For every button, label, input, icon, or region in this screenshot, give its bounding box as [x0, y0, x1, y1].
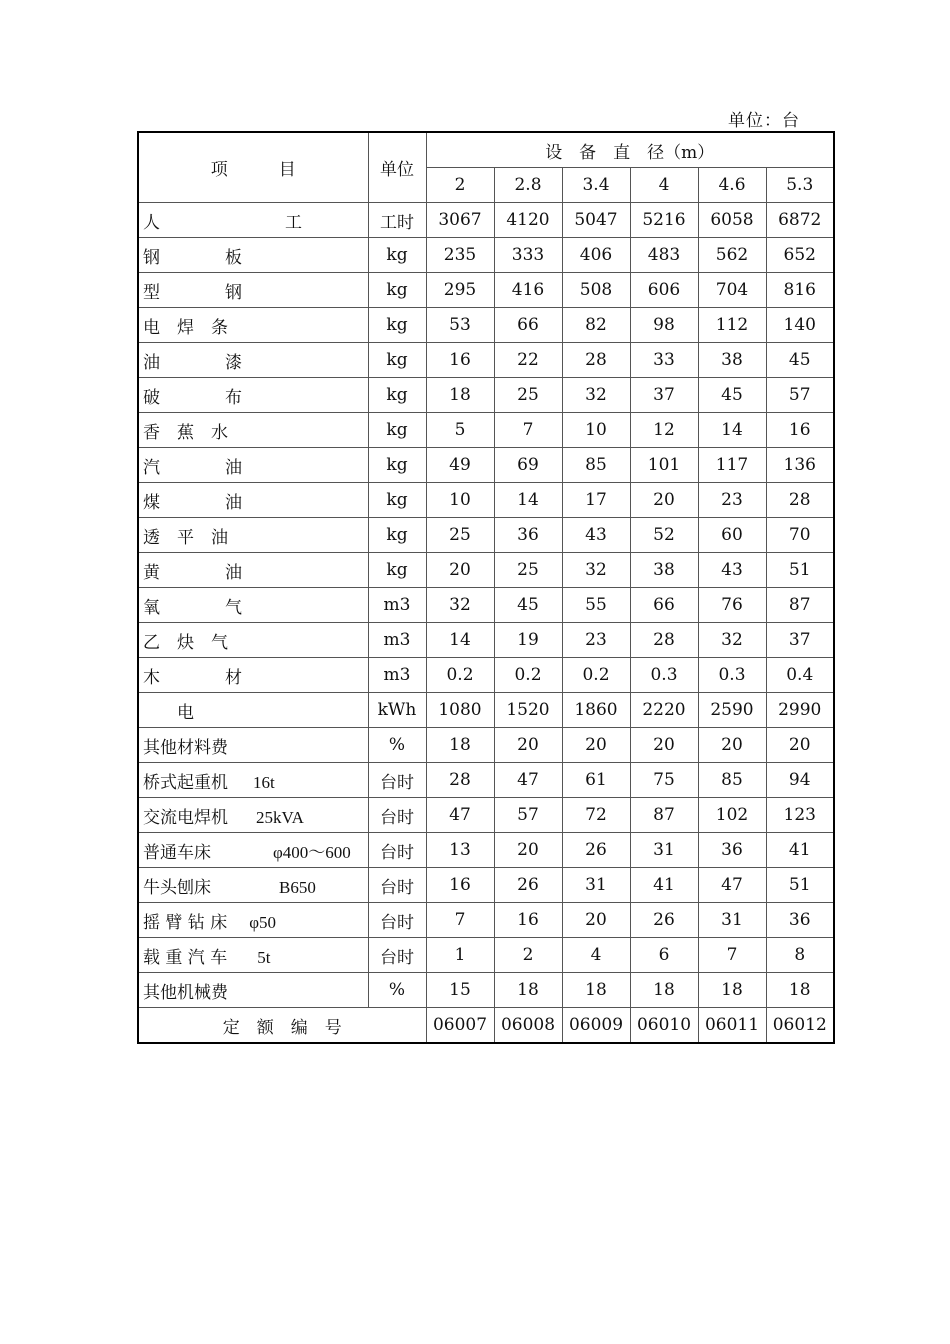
- value-cell: 76: [698, 588, 766, 623]
- value-cell: 28: [766, 483, 834, 518]
- value-cell: 123: [766, 798, 834, 833]
- item-cell: [138, 798, 368, 833]
- value-cell: 102: [698, 798, 766, 833]
- value-cell: 0.2: [494, 658, 562, 693]
- unit-cell: %: [368, 728, 426, 763]
- value-cell: 45: [494, 588, 562, 623]
- value-cell: 37: [630, 378, 698, 413]
- value-cell: 26: [494, 868, 562, 903]
- unit-cell: kg: [368, 238, 426, 273]
- unit-note: 单位：台: [728, 111, 800, 131]
- item-name-second: 布: [225, 387, 242, 408]
- value-cell: 18: [426, 378, 494, 413]
- value-cell: 7: [698, 938, 766, 973]
- value-cell: 53: [426, 308, 494, 343]
- table-row: [138, 588, 834, 623]
- value-cell: 32: [562, 378, 630, 413]
- item-name-second: 气: [225, 597, 242, 618]
- item-cell: [138, 413, 368, 448]
- item-name: 桥式起重机: [143, 772, 228, 793]
- item-cell: [138, 693, 368, 728]
- code-cell: 06011: [698, 1008, 766, 1044]
- value-cell: 31: [562, 868, 630, 903]
- value-cell: 7: [494, 413, 562, 448]
- value-cell: 5047: [562, 203, 630, 238]
- value-cell: 18: [698, 973, 766, 1008]
- table-row: [138, 903, 834, 938]
- unit-cell: 台时: [368, 938, 426, 973]
- value-cell: 704: [698, 273, 766, 308]
- code-cell: 06009: [562, 1008, 630, 1044]
- value-cell: 14: [494, 483, 562, 518]
- item-cell: [138, 658, 368, 693]
- unit-cell: 台时: [368, 868, 426, 903]
- value-cell: 69: [494, 448, 562, 483]
- value-cell: 94: [766, 763, 834, 798]
- item-name: 电: [143, 702, 194, 723]
- item-name-second: 油: [225, 492, 242, 513]
- value-cell: 32: [562, 553, 630, 588]
- unit-cell: kg: [368, 553, 426, 588]
- table-row: [138, 553, 834, 588]
- item-name-second: 油: [225, 457, 242, 478]
- table-row: [138, 938, 834, 973]
- table-row: [138, 413, 834, 448]
- value-cell: 6058: [698, 203, 766, 238]
- table-row: [138, 238, 834, 273]
- item-name: 电 焊 条: [143, 317, 228, 338]
- item-cell: [138, 448, 368, 483]
- value-cell: 23: [562, 623, 630, 658]
- item-cell: [138, 833, 368, 868]
- item-name-second: 板: [225, 247, 242, 268]
- value-cell: 85: [562, 448, 630, 483]
- value-cell: 47: [494, 763, 562, 798]
- value-cell: 33: [630, 343, 698, 378]
- unit-cell: kg: [368, 483, 426, 518]
- value-cell: 2990: [766, 693, 834, 728]
- value-cell: 12: [630, 413, 698, 448]
- diameter-cell: 2.8: [494, 168, 562, 203]
- unit-cell: 台时: [368, 798, 426, 833]
- value-cell: 20: [630, 483, 698, 518]
- item-name: 乙 炔 气: [143, 632, 228, 653]
- footer-label: 定 额 编 号: [138, 1008, 426, 1044]
- table-row: [138, 378, 834, 413]
- value-cell: 333: [494, 238, 562, 273]
- quota-table: [137, 131, 835, 1044]
- item-name: 汽: [143, 457, 160, 478]
- value-cell: 85: [698, 763, 766, 798]
- value-cell: 508: [562, 273, 630, 308]
- value-cell: 16: [766, 413, 834, 448]
- value-cell: 31: [698, 903, 766, 938]
- item-cell: [138, 588, 368, 623]
- code-cell: 06010: [630, 1008, 698, 1044]
- value-cell: 72: [562, 798, 630, 833]
- value-cell: 0.3: [698, 658, 766, 693]
- table-row: [138, 308, 834, 343]
- value-cell: 55: [562, 588, 630, 623]
- unit-cell: 台时: [368, 763, 426, 798]
- unit-cell: kWh: [368, 693, 426, 728]
- value-cell: 32: [698, 623, 766, 658]
- value-cell: 0.3: [630, 658, 698, 693]
- diameter-cell: 4: [630, 168, 698, 203]
- value-cell: 14: [426, 623, 494, 658]
- diameter-cell: 5.3: [766, 168, 834, 203]
- unit-cell: m3: [368, 658, 426, 693]
- value-cell: 37: [766, 623, 834, 658]
- item-cell: [138, 203, 368, 238]
- code-cell: 06012: [766, 1008, 834, 1044]
- value-cell: 18: [630, 973, 698, 1008]
- unit-cell: kg: [368, 343, 426, 378]
- table-row: [138, 483, 834, 518]
- diameter-cell: 4.6: [698, 168, 766, 203]
- value-cell: 18: [426, 728, 494, 763]
- item-cell: [138, 308, 368, 343]
- value-cell: 36: [698, 833, 766, 868]
- value-cell: 60: [698, 518, 766, 553]
- item-name: 其他材料费: [143, 737, 228, 758]
- table-row: [138, 833, 834, 868]
- value-cell: 22: [494, 343, 562, 378]
- value-cell: 45: [698, 378, 766, 413]
- item-name: 煤: [143, 492, 160, 513]
- item-cell: [138, 623, 368, 658]
- value-cell: 406: [562, 238, 630, 273]
- value-cell: 31: [630, 833, 698, 868]
- value-cell: 10: [426, 483, 494, 518]
- header-item: 项 目: [138, 132, 368, 203]
- table-row: [138, 798, 834, 833]
- value-cell: 61: [562, 763, 630, 798]
- table-row: [138, 728, 834, 763]
- table-row: [138, 658, 834, 693]
- unit-cell: kg: [368, 273, 426, 308]
- header-diameter-title: 设 备 直 径（m）: [426, 132, 834, 168]
- value-cell: 606: [630, 273, 698, 308]
- value-cell: 3067: [426, 203, 494, 238]
- item-name: 人: [143, 212, 160, 233]
- table-row: [138, 868, 834, 903]
- value-cell: 25: [494, 553, 562, 588]
- value-cell: 66: [494, 308, 562, 343]
- footer-row: [138, 1008, 834, 1044]
- unit-cell: %: [368, 973, 426, 1008]
- value-cell: 4120: [494, 203, 562, 238]
- table-row: [138, 973, 834, 1008]
- value-cell: 16: [426, 343, 494, 378]
- unit-cell: m3: [368, 623, 426, 658]
- unit-cell: kg: [368, 308, 426, 343]
- item-cell: [138, 868, 368, 903]
- value-cell: 16: [426, 868, 494, 903]
- item-cell: [138, 973, 368, 1008]
- value-cell: 38: [630, 553, 698, 588]
- value-cell: 416: [494, 273, 562, 308]
- value-cell: 26: [562, 833, 630, 868]
- table-row: [138, 693, 834, 728]
- item-name: 牛头刨床: [143, 877, 211, 898]
- value-cell: 20: [426, 553, 494, 588]
- table-row: [138, 518, 834, 553]
- value-cell: 7: [426, 903, 494, 938]
- item-spec: B650: [279, 877, 316, 897]
- value-cell: 19: [494, 623, 562, 658]
- value-cell: 112: [698, 308, 766, 343]
- item-cell: [138, 378, 368, 413]
- value-cell: 16: [494, 903, 562, 938]
- item-spec: φ50: [249, 912, 277, 932]
- item-name: 交流电焊机: [143, 807, 228, 828]
- value-cell: 87: [630, 798, 698, 833]
- value-cell: 5216: [630, 203, 698, 238]
- value-cell: 0.2: [562, 658, 630, 693]
- table-row: [138, 343, 834, 378]
- value-cell: 43: [562, 518, 630, 553]
- item-name: 其他机械费: [143, 982, 228, 1003]
- table-row: [138, 203, 834, 238]
- value-cell: 98: [630, 308, 698, 343]
- unit-cell: kg: [368, 448, 426, 483]
- item-spec: 16t: [253, 772, 275, 792]
- value-cell: 47: [698, 868, 766, 903]
- item-cell: [138, 903, 368, 938]
- value-cell: 10: [562, 413, 630, 448]
- table-row: [138, 273, 834, 308]
- item-name: 摇 臂 钻 床: [143, 912, 228, 933]
- value-cell: 101: [630, 448, 698, 483]
- unit-cell: 台时: [368, 833, 426, 868]
- value-cell: 70: [766, 518, 834, 553]
- value-cell: 52: [630, 518, 698, 553]
- value-cell: 6: [630, 938, 698, 973]
- value-cell: 20: [698, 728, 766, 763]
- value-cell: 20: [630, 728, 698, 763]
- item-cell: [138, 273, 368, 308]
- item-cell: [138, 518, 368, 553]
- value-cell: 235: [426, 238, 494, 273]
- item-name: 破: [143, 387, 160, 408]
- item-name: 氧: [143, 597, 160, 618]
- value-cell: 15: [426, 973, 494, 1008]
- value-cell: 17: [562, 483, 630, 518]
- value-cell: 1520: [494, 693, 562, 728]
- value-cell: 51: [766, 868, 834, 903]
- value-cell: 20: [494, 728, 562, 763]
- value-cell: 32: [426, 588, 494, 623]
- value-cell: 20: [562, 728, 630, 763]
- item-cell: [138, 728, 368, 763]
- value-cell: 87: [766, 588, 834, 623]
- value-cell: 75: [630, 763, 698, 798]
- value-cell: 0.2: [426, 658, 494, 693]
- header-unit: 单位: [368, 132, 426, 203]
- value-cell: 0.4: [766, 658, 834, 693]
- value-cell: 140: [766, 308, 834, 343]
- value-cell: 136: [766, 448, 834, 483]
- item-name: 香 蕉 水: [143, 422, 228, 443]
- unit-cell: 工时: [368, 203, 426, 238]
- value-cell: 38: [698, 343, 766, 378]
- value-cell: 483: [630, 238, 698, 273]
- item-name: 木: [143, 667, 160, 688]
- table-row: [138, 448, 834, 483]
- value-cell: 20: [494, 833, 562, 868]
- value-cell: 45: [766, 343, 834, 378]
- value-cell: 36: [494, 518, 562, 553]
- value-cell: 41: [630, 868, 698, 903]
- item-name-second: 工: [285, 212, 302, 233]
- value-cell: 51: [766, 553, 834, 588]
- value-cell: 295: [426, 273, 494, 308]
- value-cell: 26: [630, 903, 698, 938]
- item-name-second: 材: [225, 667, 242, 688]
- value-cell: 1: [426, 938, 494, 973]
- value-cell: 5: [426, 413, 494, 448]
- item-spec: 5t: [257, 947, 271, 967]
- value-cell: 47: [426, 798, 494, 833]
- item-cell: [138, 483, 368, 518]
- code-cell: 06007: [426, 1008, 494, 1044]
- value-cell: 82: [562, 308, 630, 343]
- item-name: 普通车床: [143, 842, 211, 863]
- value-cell: 20: [562, 903, 630, 938]
- value-cell: 43: [698, 553, 766, 588]
- value-cell: 49: [426, 448, 494, 483]
- value-cell: 6872: [766, 203, 834, 238]
- item-spec: φ400～600: [273, 842, 351, 862]
- unit-cell: 台时: [368, 903, 426, 938]
- value-cell: 28: [630, 623, 698, 658]
- value-cell: 562: [698, 238, 766, 273]
- value-cell: 2590: [698, 693, 766, 728]
- value-cell: 18: [494, 973, 562, 1008]
- item-cell: [138, 763, 368, 798]
- value-cell: 41: [766, 833, 834, 868]
- value-cell: 4: [562, 938, 630, 973]
- value-cell: 57: [766, 378, 834, 413]
- value-cell: 117: [698, 448, 766, 483]
- item-name: 载 重 汽 车: [143, 947, 228, 968]
- header-row: [138, 132, 834, 168]
- unit-cell: m3: [368, 588, 426, 623]
- item-cell: [138, 938, 368, 973]
- value-cell: 36: [766, 903, 834, 938]
- item-cell: [138, 238, 368, 273]
- table-row: [138, 763, 834, 798]
- value-cell: 13: [426, 833, 494, 868]
- item-name: 钢: [143, 247, 160, 268]
- value-cell: 1860: [562, 693, 630, 728]
- unit-cell: kg: [368, 413, 426, 448]
- value-cell: 1080: [426, 693, 494, 728]
- value-cell: 20: [766, 728, 834, 763]
- value-cell: 18: [766, 973, 834, 1008]
- value-cell: 23: [698, 483, 766, 518]
- table-row: [138, 623, 834, 658]
- value-cell: 2: [494, 938, 562, 973]
- value-cell: 14: [698, 413, 766, 448]
- value-cell: 652: [766, 238, 834, 273]
- diameter-cell: 2: [426, 168, 494, 203]
- item-name: 透 平 油: [143, 527, 228, 548]
- value-cell: 66: [630, 588, 698, 623]
- item-spec: 25kVA: [256, 807, 304, 827]
- item-name-second: 油: [225, 562, 242, 583]
- value-cell: 2220: [630, 693, 698, 728]
- value-cell: 28: [562, 343, 630, 378]
- item-cell: [138, 343, 368, 378]
- item-name: 油: [143, 352, 160, 373]
- diameter-cell: 3.4: [562, 168, 630, 203]
- value-cell: 18: [562, 973, 630, 1008]
- item-name-second: 钢: [225, 282, 242, 303]
- value-cell: 57: [494, 798, 562, 833]
- value-cell: 816: [766, 273, 834, 308]
- code-cell: 06008: [494, 1008, 562, 1044]
- value-cell: 25: [426, 518, 494, 553]
- value-cell: 28: [426, 763, 494, 798]
- unit-cell: kg: [368, 378, 426, 413]
- value-cell: 8: [766, 938, 834, 973]
- item-name: 型: [143, 282, 160, 303]
- unit-cell: kg: [368, 518, 426, 553]
- item-name: 黄: [143, 562, 160, 583]
- item-name-second: 漆: [225, 352, 242, 373]
- item-cell: [138, 553, 368, 588]
- value-cell: 25: [494, 378, 562, 413]
